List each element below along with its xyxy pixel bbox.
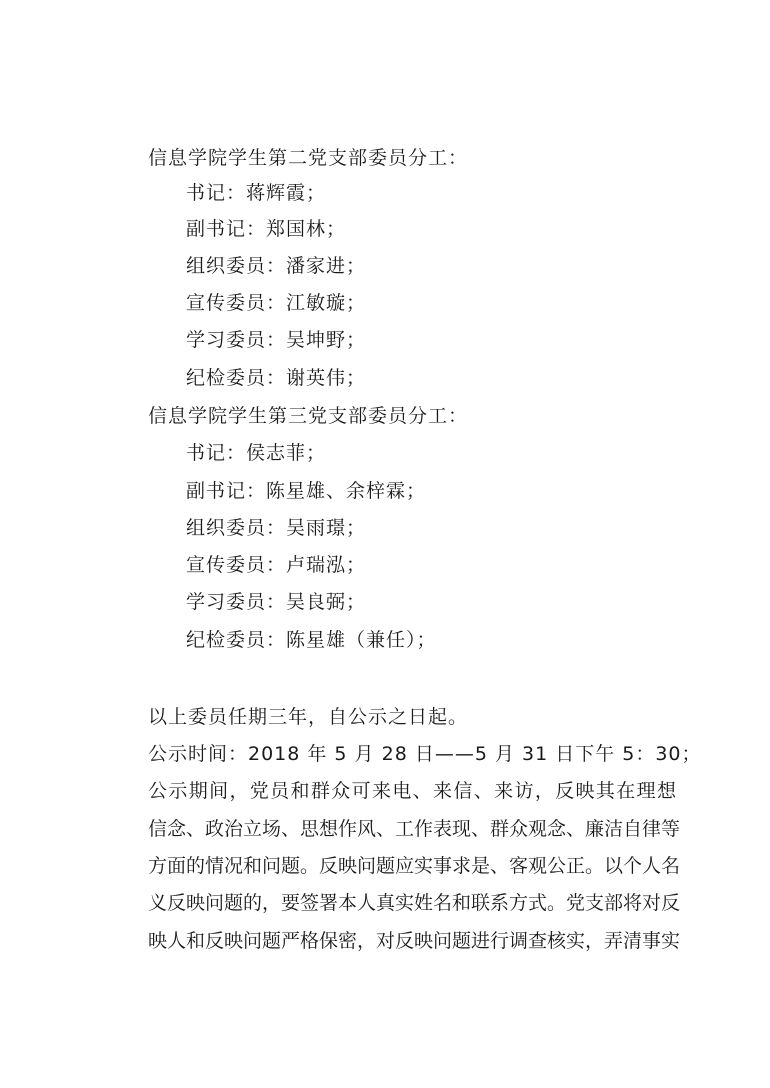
section3-member-publicity: 宣传委员：卢瑞泓； [186,554,367,576]
term-statement: 以上委员任期三年，自公示之日起。 [148,706,469,728]
section3-member-secretary: 书记：侯志菲； [186,442,327,464]
section3-member-study: 学习委员：吴良弼； [186,591,367,613]
section2-member-secretary: 书记：蒋辉霞； [186,182,327,204]
paragraph-line: 方面的情况和问题。反映问题应实事求是、客观公正。以个人名 [148,855,681,877]
section2-member-organization: 组织委员：潘家进； [186,255,367,277]
section3-heading: 信息学院学生第三党支部委员分工： [148,405,469,427]
section3-member-organization: 组织委员：吴雨璟； [186,517,367,539]
paragraph-line: 信念、政治立场、思想作风、工作表现、群众观念、廉洁自律等 [148,818,681,840]
section3-member-deputy-secretary: 副书记：陈星雄、余梓霖； [186,480,427,502]
paragraph-line: 公示期间，党员和群众可来电、来信、来访，反映其在理想 [148,780,676,802]
section2-member-publicity: 宣传委员：江敏璇； [186,292,367,314]
section2-member-discipline: 纪检委员：谢英伟； [186,367,367,389]
notice-time: 公示时间：2018 年 5 月 28 日——5 月 31 日下午 5：30； [148,743,702,765]
section2-member-deputy-secretary: 副书记：郑国林； [186,218,347,240]
paragraph-line: 义反映问题的，要签署本人真实姓名和联系方式。党支部将对反 [148,892,681,914]
section2-heading: 信息学院学生第二党支部委员分工： [148,147,469,169]
section2-member-study: 学习委员：吴坤野； [186,329,367,351]
section3-member-discipline: 纪检委员：陈星雄（兼任）； [186,629,437,651]
paragraph-line: 映人和反映问题严格保密，对反映问题进行调查核实，弄清事实 [148,930,681,952]
